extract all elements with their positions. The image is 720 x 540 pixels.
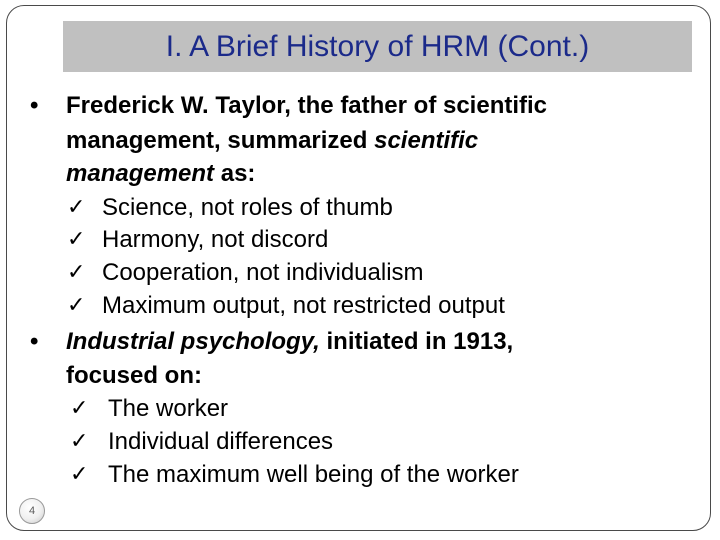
bullet-icon: •	[30, 92, 39, 119]
check-icon: ✓	[67, 195, 86, 220]
bullet1-line3-suffix: as:	[214, 160, 256, 187]
bullet1-item: Cooperation, not individualism	[102, 259, 424, 286]
bullet2-line1-suffix: initiated in 1913,	[319, 328, 514, 355]
bullet1-item: Maximum output, not restricted output	[102, 292, 505, 319]
bullet1-line2-prefix: management, summarized	[66, 127, 375, 154]
bullet2-item: The maximum well being of the worker	[108, 461, 519, 488]
page-number-badge: 4	[19, 498, 45, 524]
bullet1-line1: Frederick W. Taylor, the father of scientific	[66, 92, 548, 119]
title-banner	[63, 21, 692, 72]
bullet2-line1	[66, 326, 513, 358]
bullet2-line1-italic: Industrial psychology,	[66, 328, 320, 355]
check-icon: ✓	[70, 396, 89, 421]
bullet-icon: •	[30, 328, 39, 355]
check-icon: ✓	[67, 293, 86, 318]
bullet1-line2	[66, 125, 478, 157]
bullet1-line2-italic: scientific	[374, 127, 479, 154]
bullet1-line3	[66, 158, 255, 190]
bullet2-item: Individual differences	[108, 428, 334, 455]
check-icon: ✓	[70, 462, 89, 487]
bullet2-item: The worker	[108, 395, 229, 422]
slide-title: I. A Brief History of HRM (Cont.)	[165, 29, 590, 63]
check-icon: ✓	[67, 227, 86, 252]
bullet1-item: Science, not roles of thumb	[102, 194, 393, 221]
check-icon: ✓	[70, 429, 89, 454]
bullet1-item: Harmony, not discord	[102, 226, 329, 253]
check-icon: ✓	[67, 260, 86, 285]
bullet2-line2: focused on:	[66, 362, 202, 389]
bullet1-line3-italic: management	[66, 160, 215, 187]
